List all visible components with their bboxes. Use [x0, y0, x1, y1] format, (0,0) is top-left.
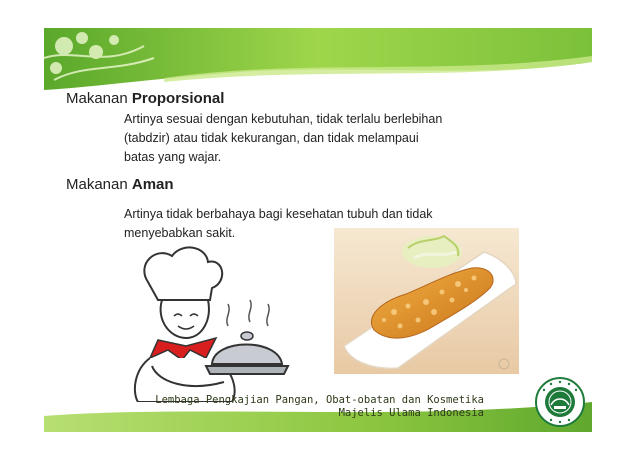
institution-text: [155, 394, 484, 420]
top-banner: [44, 28, 592, 90]
heading-proporsional-bold: Proporsional: [131, 90, 225, 107]
institution-line-1: Lembaga Pengkajian Pangan, Obat-obatan dan Kosmetika: [155, 394, 484, 406]
heading-proporsional-prefix: Makanan: [66, 90, 132, 107]
fried-chicken-photo: [334, 228, 519, 374]
institution-line-2: Majelis Ulama Indonesia: [338, 407, 484, 419]
paragraph-line: menyebabkan sakit.: [124, 226, 236, 240]
heading-aman-prefix: Makanan: [66, 176, 132, 193]
heading-proporsional: [66, 90, 224, 107]
halal-seal-logo: [535, 377, 585, 427]
slide: [44, 28, 592, 432]
paragraph-line: Artinya sesuai dengan kebutuhan, tidak terlalu berlebihan: [124, 112, 443, 126]
paragraph-proporsional: [124, 110, 442, 167]
heading-aman-bold: Aman: [131, 176, 174, 193]
chef-illustration-icon: [128, 242, 298, 402]
paragraph-line: (tabdzir) atau tidak kekurangan, dan tidak melampaui: [124, 131, 419, 145]
heading-aman: [66, 176, 174, 193]
paragraph-line: batas yang wajar.: [124, 150, 222, 164]
paragraph-line: Artinya tidak berbahaya bagi kesehatan tubuh dan tidak: [124, 207, 433, 221]
